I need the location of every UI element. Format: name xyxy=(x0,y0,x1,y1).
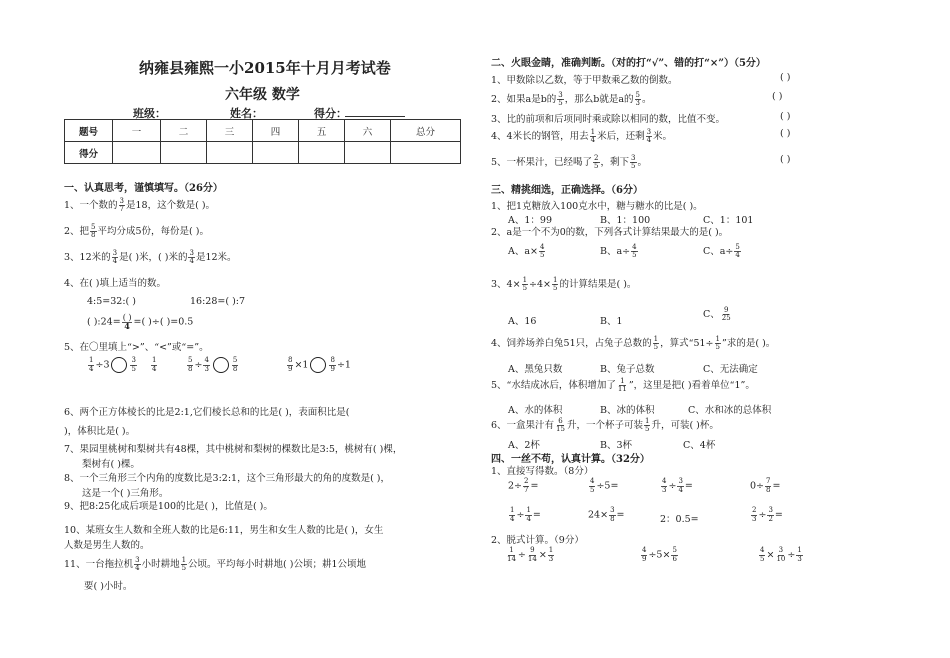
judge-3: 3、比的前项和后项同时乘或除以相同的数，比值不变。 xyxy=(491,114,726,125)
q4-ratio-b: 16:28=( ):7 xyxy=(190,296,246,307)
table-cell: 题号 xyxy=(65,120,113,142)
section-1-heading: 一、认真思考，谨慎填写。（26分） xyxy=(64,183,223,194)
calc-expr-2: $\frac{4}{9}$ ÷5× $\frac{5}{6}$ xyxy=(642,546,677,563)
q-text: ，算式“51÷ xyxy=(660,338,714,349)
q5-compare-1: $\frac{1}{4}$ ÷3 $\frac{3}{5}$ $\frac{1}{4}$ xyxy=(89,356,157,373)
judge-4-answer[interactable]: ( ) xyxy=(780,128,791,139)
q-text: =( )÷( )=0.5 xyxy=(133,316,194,328)
q-text: ( ):24= xyxy=(87,316,121,328)
calc-item: 24× $\frac{3}{8}$ = xyxy=(588,506,625,523)
score-input[interactable] xyxy=(345,142,391,164)
table-cell: 总分 xyxy=(391,120,461,142)
judge-4: 4、4米长的钢管，用去 $\frac{1}{4}$ 米后，还剩 $\frac{3}{4}$ 米。 xyxy=(491,127,673,144)
score-label: 得分： xyxy=(314,107,347,120)
score-input[interactable] xyxy=(299,142,345,164)
calc-item: 2：0.5= xyxy=(660,514,699,525)
q-text: ，那么b就是a的 xyxy=(564,94,634,105)
q-text: 2、如果a是b的 xyxy=(491,94,557,105)
section-3-heading: 三、精挑细选，正确选择。（6分） xyxy=(491,185,643,196)
judge-1-answer[interactable]: ( ) xyxy=(780,72,791,83)
q-text: ”，这里是把( )看着单位“1”。 xyxy=(628,380,755,391)
name-label: 姓名： xyxy=(230,107,263,120)
choice-5: 5、“水结成冰后，体积增加了 $\frac{1}{11}$ ”，这里是把( )看着单位“1”。 xyxy=(491,376,755,393)
table-cell: 二 xyxy=(161,120,207,142)
table-cell: 得分 xyxy=(65,142,113,164)
q-text: 米后，还剩 xyxy=(597,131,645,142)
compare-circle[interactable] xyxy=(213,357,229,373)
table-row xyxy=(65,142,461,164)
q-text: 升，一个杯子可装 xyxy=(566,420,643,431)
judge-5: 5、一杯果汁，已经喝了 $\frac{2}{5}$ ，剩下 $\frac{3}{5}$ 。 xyxy=(491,153,648,170)
table-cell: 六 xyxy=(345,120,391,142)
question-7a: 7、果园里桃树和梨树共有48棵，其中桃树和梨树的棵数比是3:5，桃树有( )棵， xyxy=(64,444,403,455)
compare-circle[interactable] xyxy=(111,357,127,373)
fraction: $\frac{3}{7}$ xyxy=(119,196,125,213)
fraction: $\frac{3}{4}$ xyxy=(189,248,194,265)
q-text: 2、把 xyxy=(64,226,90,237)
choice-3-opt-a[interactable]: A、16 xyxy=(508,316,537,327)
choice-1-opt-b[interactable]: B、1：100 xyxy=(600,215,651,226)
q-text: 4、饲养场养白兔51只，占兔子总数的 xyxy=(491,338,652,349)
q-text: ，剩下 xyxy=(600,157,630,168)
calc-item: 0÷ $\frac{7}{8}$ = xyxy=(750,477,781,494)
fraction: $\frac{5}{8}$ xyxy=(91,222,96,239)
fraction: $\frac{1}{4}$ xyxy=(89,356,94,373)
q4-ratio-a: 4:5=32:( ) xyxy=(87,296,136,307)
q-text: ÷4× xyxy=(529,279,551,290)
choice-3: 3、4× $\frac{1}{5}$ ÷4× $\frac{1}{5}$ 的计算结果是( )。 xyxy=(491,275,637,292)
fraction: $\frac{( )}{4}$ xyxy=(122,313,132,331)
class-label: 班级： xyxy=(133,107,166,120)
q-text: 小时耕地 xyxy=(141,559,180,570)
section-4-heading: 四、一丝不苟，认真计算。（32分） xyxy=(491,454,650,465)
q-text: 4、4米长的钢管，用去 xyxy=(491,131,589,142)
question-8a: 8、一个三角形三个内角的度数比是3:2:1，这个三角形最大的角的度数是( )， xyxy=(64,473,391,484)
calc-item: 2÷ $\frac{2}{7}$ = xyxy=(508,477,539,494)
q-text: 5、一杯果汁，已经喝了 xyxy=(491,157,593,168)
question-8b: 这是一个( )三角形。 xyxy=(82,488,169,499)
score-table xyxy=(64,119,461,164)
score-input[interactable] xyxy=(207,142,253,164)
q5-compare-2: $\frac{5}{8}$ ÷ $\frac{4}{3}$ $\frac{5}{8}$ xyxy=(188,356,238,373)
q4-ratio-row2 xyxy=(87,314,193,330)
section-2-heading: 二、火眼金睛，准确判断。（对的打“√”、错的打“×”）（5分） xyxy=(491,58,766,69)
question-2 xyxy=(64,223,209,240)
q5-compare-3: $\frac{8}{9}$ ×1 $\frac{8}{9}$ ÷1 xyxy=(288,356,351,373)
fraction: $\frac{3}{4}$ xyxy=(112,248,118,265)
q-text: 5、“水结成冰后，体积增加了 xyxy=(491,380,616,391)
table-cell: 一 xyxy=(113,120,161,142)
calc-item: $\frac{2}{3}$ ÷ $\frac{3}{2}$ = xyxy=(752,506,783,523)
q-text: 3、4× xyxy=(491,279,521,290)
q-text: 的计算结果是( )。 xyxy=(559,279,637,290)
question-11b: 要( )小时。 xyxy=(84,581,133,592)
q-text: 公顷。平均每小时耕地( )公顷；耕1公顷地 xyxy=(188,559,367,570)
calc-expr-1: $\frac{1}{14}$ ÷ $\frac{9}{14}$ × $\frac{1}{3}$ xyxy=(507,546,554,563)
q-text: 升，可装( )杯。 xyxy=(651,420,719,431)
table-row xyxy=(65,120,461,142)
question-4: 4、在( )填上适当的数。 xyxy=(64,278,166,289)
question-11: 11、一台拖拉机 $\frac{3}{4}$ 小时耕地 $\frac{1}{5}$ 公顷。平均每小时耕地( )公顷；耕1公顷地 xyxy=(64,555,367,572)
question-10b: 人数是男生人数的。 xyxy=(64,540,150,551)
question-3 xyxy=(64,249,237,266)
choice-2-opt-a[interactable]: A、a× $\frac{4}{5}$ xyxy=(508,242,545,259)
q-text: 是( )米，( )米的 xyxy=(119,252,188,263)
choice-4: 4、饲养场养白兔51只，占兔子总数的 $\frac{1}{5}$ ，算式“51÷ $\frac{1}{5}$ ”求的是( )。 xyxy=(491,334,776,351)
score-input[interactable] xyxy=(161,142,207,164)
choice-6: 6、一盒果汁有 $\frac{6}{15}$ 升，一个杯子可装 $\frac{1}{5}$ 升，可装( )杯。 xyxy=(491,416,719,433)
choice-5-opt-b[interactable]: B、冰的体积 xyxy=(600,405,655,416)
choice-2-opt-c[interactable]: C、a÷ $\frac{5}{4}$ xyxy=(703,242,740,259)
q-text: 11、一台拖拉机 xyxy=(64,559,134,570)
q-text: 3、12米的 xyxy=(64,252,111,263)
score-input[interactable] xyxy=(113,142,161,164)
choice-6-opt-b[interactable]: B、3杯 xyxy=(600,440,633,451)
exam-title: 纳雍县雍熙一小2015年十月月考试卷 xyxy=(139,59,391,77)
choice-1-opt-c[interactable]: C、1：101 xyxy=(703,215,754,226)
table-cell: 五 xyxy=(299,120,345,142)
q-text: 是12米。 xyxy=(195,252,237,263)
table-cell: 三 xyxy=(207,120,253,142)
calc-expr-3: $\frac{4}{5}$ × $\frac{3}{10}$ ÷ $\frac{1}{3}$ xyxy=(760,546,802,563)
calc-item: $\frac{4}{3}$ ÷ $\frac{3}{4}$ = xyxy=(662,477,693,494)
choice-1-opt-a[interactable]: A、1：99 xyxy=(508,215,552,226)
score-underline xyxy=(345,116,405,117)
choice-2: 2、a是一个不为0的数，下列各式计算结果最大的是( )。 xyxy=(491,227,729,238)
choice-4-opt-b[interactable]: B、兔子总数 xyxy=(600,364,655,375)
choice-6-opt-a[interactable]: A、2杯 xyxy=(508,440,540,451)
q-text: 1、一个数的 xyxy=(64,200,118,211)
calc-2-heading: 2、脱式计算。（9分） xyxy=(491,535,584,546)
choice-3-opt-c[interactable]: C、 $\frac{9}{25}$ xyxy=(703,305,731,322)
q-text: 。 xyxy=(637,157,648,168)
calc-item: $\frac{1}{4}$ ÷ $\frac{1}{4}$ = xyxy=(510,506,541,523)
q-text: 米。 xyxy=(653,131,673,142)
exam-subtitle: 六年级 数学 xyxy=(225,87,300,103)
question-9: 9、把8:25化成后项是100的比是( )，比值是( )。 xyxy=(64,501,273,512)
judge-2: 2、如果a是b的 $\frac{3}{5}$ ，那么b就是a的 $\frac{5}{3}$ 。 xyxy=(491,90,652,107)
choice-4-opt-c[interactable]: C、无法确定 xyxy=(703,364,758,375)
calc-item: $\frac{4}{5}$ ÷5= xyxy=(590,477,619,494)
choice-4-opt-a[interactable]: A、黑兔只数 xyxy=(508,364,563,375)
calc-1-heading: 1、直接写得数。（8分） xyxy=(491,466,594,477)
choice-2-opt-b[interactable]: B、a÷ $\frac{4}{5}$ xyxy=(600,242,637,259)
score-input[interactable] xyxy=(391,142,461,164)
choice-5-opt-a[interactable]: A、水的体积 xyxy=(508,405,563,416)
choice-3-opt-b[interactable]: B、1 xyxy=(600,316,623,327)
question-10a: 10、某班女生人数和全班人数的比是6:11，男生和女生人数的比是( )，女生 xyxy=(64,525,384,536)
question-7b: 梨树有( )棵。 xyxy=(82,459,140,470)
choice-1: 1、把1克糖放入100克水中，糖与糖水的比是( )。 xyxy=(491,201,703,212)
question-5: 5、在〇里填上“>”、“<”或“=”。 xyxy=(64,342,209,353)
q-text: ”求的是( )。 xyxy=(721,338,776,349)
question-1 xyxy=(64,197,215,214)
judge-2-answer[interactable]: ( ) xyxy=(772,91,783,102)
q-text: 6、一盒果汁有 xyxy=(491,420,555,431)
judge-1: 1、甲数除以乙数，等于甲数乘乙数的倒数。 xyxy=(491,75,678,86)
q-text: 是18，这个数是( )。 xyxy=(126,200,216,211)
question-6a: 6、两个正方体棱长的比是2:1,它们棱长总和的比是( )，表面积比是( xyxy=(64,407,350,418)
q-text: 。 xyxy=(641,94,652,105)
judge-3-answer[interactable]: ( ) xyxy=(780,111,791,122)
score-input[interactable] xyxy=(253,142,299,164)
table-cell: 四 xyxy=(253,120,299,142)
choice-6-opt-c[interactable]: C、4杯 xyxy=(683,440,716,451)
judge-5-answer[interactable]: ( ) xyxy=(780,154,791,165)
q-text: 平均分成5份，每份是( )。 xyxy=(97,226,209,237)
compare-circle[interactable] xyxy=(310,357,326,373)
question-6b: )，体积比是( )。 xyxy=(64,426,136,437)
choice-5-opt-c[interactable]: C、水和冰的总体积 xyxy=(688,405,772,416)
